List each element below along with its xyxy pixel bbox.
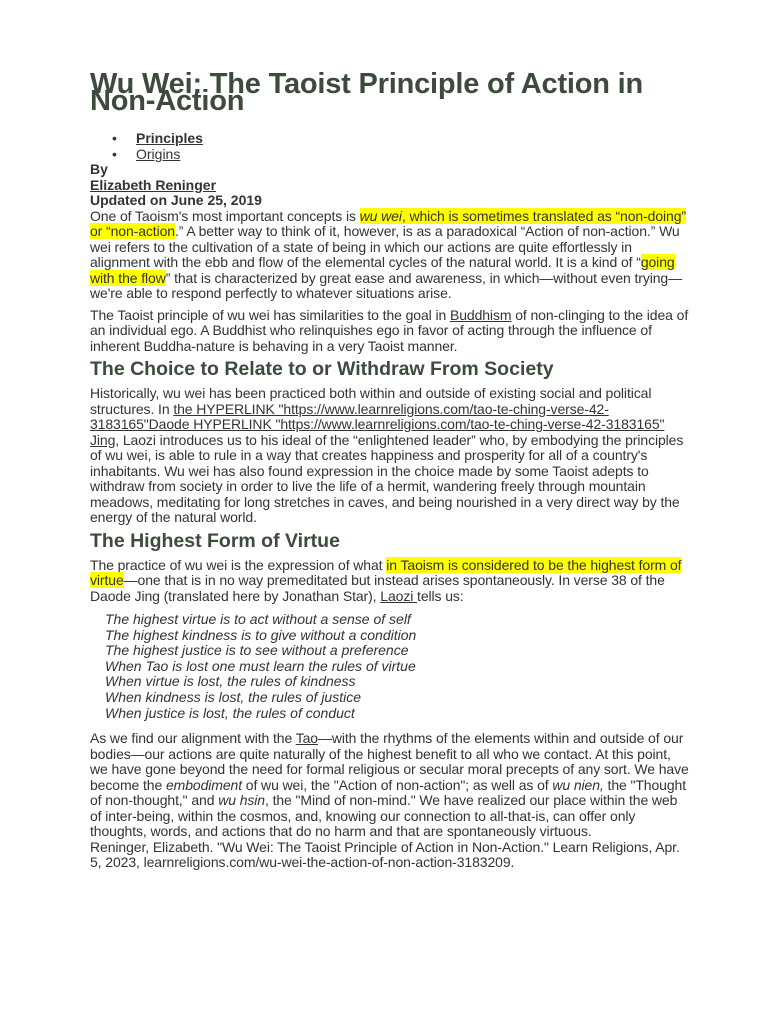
text-run: , Laozi introduces us to his ideal of the “enlightened leader” who, by embodying the principles of wu wei, is able to rule in a way that creates happiness and prosperity for all of a country's inhabitants. Wu wei has also found expression in the choice made by some Taoist adepts to withdraw from society in order to live the life of a hermit, wandering freely through mountain meadows, meditating for long stretches in caves, and being nourished in a very direct way by the energy of the natural world.	[90, 431, 684, 525]
quote-line: When Tao is lost one must learn the rules of virtue	[105, 657, 416, 674]
text-run: —with the rhythms of the elements within and outside of our bodies—our actions are quite naturally of the highest benefit to all who we contact. At this point, we have gone beyond the need for formal religious or secular moral precepts of any sort. We have become the	[90, 730, 689, 793]
text-run: As we find our alignment with the	[90, 730, 296, 747]
author-link[interactable]: Elizabeth Reninger	[90, 176, 217, 193]
paragraph-buddhism	[90, 308, 690, 355]
toc-item-principles	[90, 130, 690, 146]
by-label: By	[90, 161, 108, 177]
quote-line: The highest kindness is to give without a condition	[105, 626, 417, 643]
quote-line: When justice is lost, the rules of conduct	[105, 704, 355, 721]
emphasis-wu-nien: wu nien,	[552, 776, 604, 793]
paragraph-society	[90, 386, 690, 526]
text-run: .” A better way to think of it, however, is as a paradoxical “Action of non-action.” Wu wei refers to the cultivation of a state of being in which our actions are quite effortlessly in alignment with the ebb and flow of the elemental cycles of the natural world. It is a kind of “	[90, 223, 680, 270]
citation: Reninger, Elizabeth. "Wu Wei: The Taoist Principle of Action in Non-Action." Learn Religions, Apr. 5, 2023, learnreligions.com/wu-wei-the-action-of-non-action-3183209.	[90, 838, 680, 871]
text-run: of wu wei, the "Action of non-action"; as well as of	[242, 776, 553, 793]
article	[90, 68, 690, 871]
quote-line: When kindness is lost, the rules of justice	[105, 688, 362, 705]
article-title: Wu Wei: The Taoist Principle of Action in Non-Action	[90, 68, 644, 117]
quote-line: When virtue is lost, the rules of kindness	[105, 673, 356, 690]
verse-quote	[105, 612, 690, 721]
highlight-going-with-flow: going with the flow	[90, 254, 675, 286]
highlight-highest-virtue: in Taoism is considered to be the highest form of virtue	[90, 556, 682, 588]
paragraph-intro	[90, 209, 690, 302]
text-run: tells us:	[417, 587, 464, 604]
laozi-link[interactable]: Laozi	[380, 587, 418, 604]
author-line	[90, 178, 690, 194]
text-run: —one that is in no way premeditated but instead arises spontaneously. In verse 38 of the Daode Jing (translated here by Jonathan Star),	[90, 572, 665, 604]
text-run: the "Thought of non-thought," and	[90, 776, 687, 809]
text-run: The practice of wu wei is the expression of what	[90, 556, 387, 573]
paragraph-virtue	[90, 558, 690, 605]
tao-link[interactable]: Tao	[295, 730, 318, 747]
table-of-contents	[90, 130, 690, 162]
text-run: The Taoist principle of wu wei has similarities to the goal in	[90, 306, 450, 323]
text-run: , which is sometimes translated as “non-doing” or “non-action	[90, 207, 686, 239]
toc-link-origins[interactable]: Origins	[136, 146, 181, 162]
text-run: , the "Mind of non-mind." We have realized our place within the web of inter-being, within the cosmos, and, knowing our connection to all-that-is, can offer only thoughts, words, and actions that do no harm and that are spontaneously virtuous.	[90, 792, 678, 840]
quote-line: The highest virtue is to act without a sense of self	[105, 611, 411, 627]
buddhism-link[interactable]: Buddhism	[449, 306, 512, 323]
text-run: Historically, wu wei has been practiced both within and outside of existing social and political structures. In	[90, 385, 652, 417]
paragraph-alignment	[90, 731, 690, 840]
daode-jing-link[interactable]: the HYPERLINK "https://www.learnreligions.com/tao-te-ching-verse-42-3183165"Daode HYPERLINK "https://www.learnreligions.com/tao-te-ching-verse-42-3183165" Jing	[90, 400, 665, 448]
toc-item-origins	[90, 146, 690, 162]
text-run: ” that is characterized by great ease and awareness, in which—without even trying—we're able to respond perfectly to whatever situations arise.	[90, 269, 683, 301]
text-run: One of Taoism's most important concepts is	[90, 207, 360, 224]
updated-date: Updated on June 25, 2019	[90, 192, 262, 208]
text-run: of non-clinging to the idea of an individual ego. A Buddhist who relinquishes ego in favor of acting through the influence of inherent Buddha-nature is behaving in a very Taoist manner.	[90, 306, 689, 354]
emphasis-wu-hsin: wu hsin	[218, 792, 265, 809]
section-heading-virtue: The Highest Form of Virtue	[90, 529, 340, 552]
quote-line: The highest justice is to see without a preference	[105, 642, 409, 659]
toc-link-principles[interactable]: Principles	[136, 130, 203, 146]
emphasis-embodiment: embodiment	[165, 776, 242, 793]
emphasis-wu-wei: wu wei	[359, 207, 402, 224]
section-heading-society: The Choice to Relate to or Withdraw From Society	[90, 358, 554, 380]
